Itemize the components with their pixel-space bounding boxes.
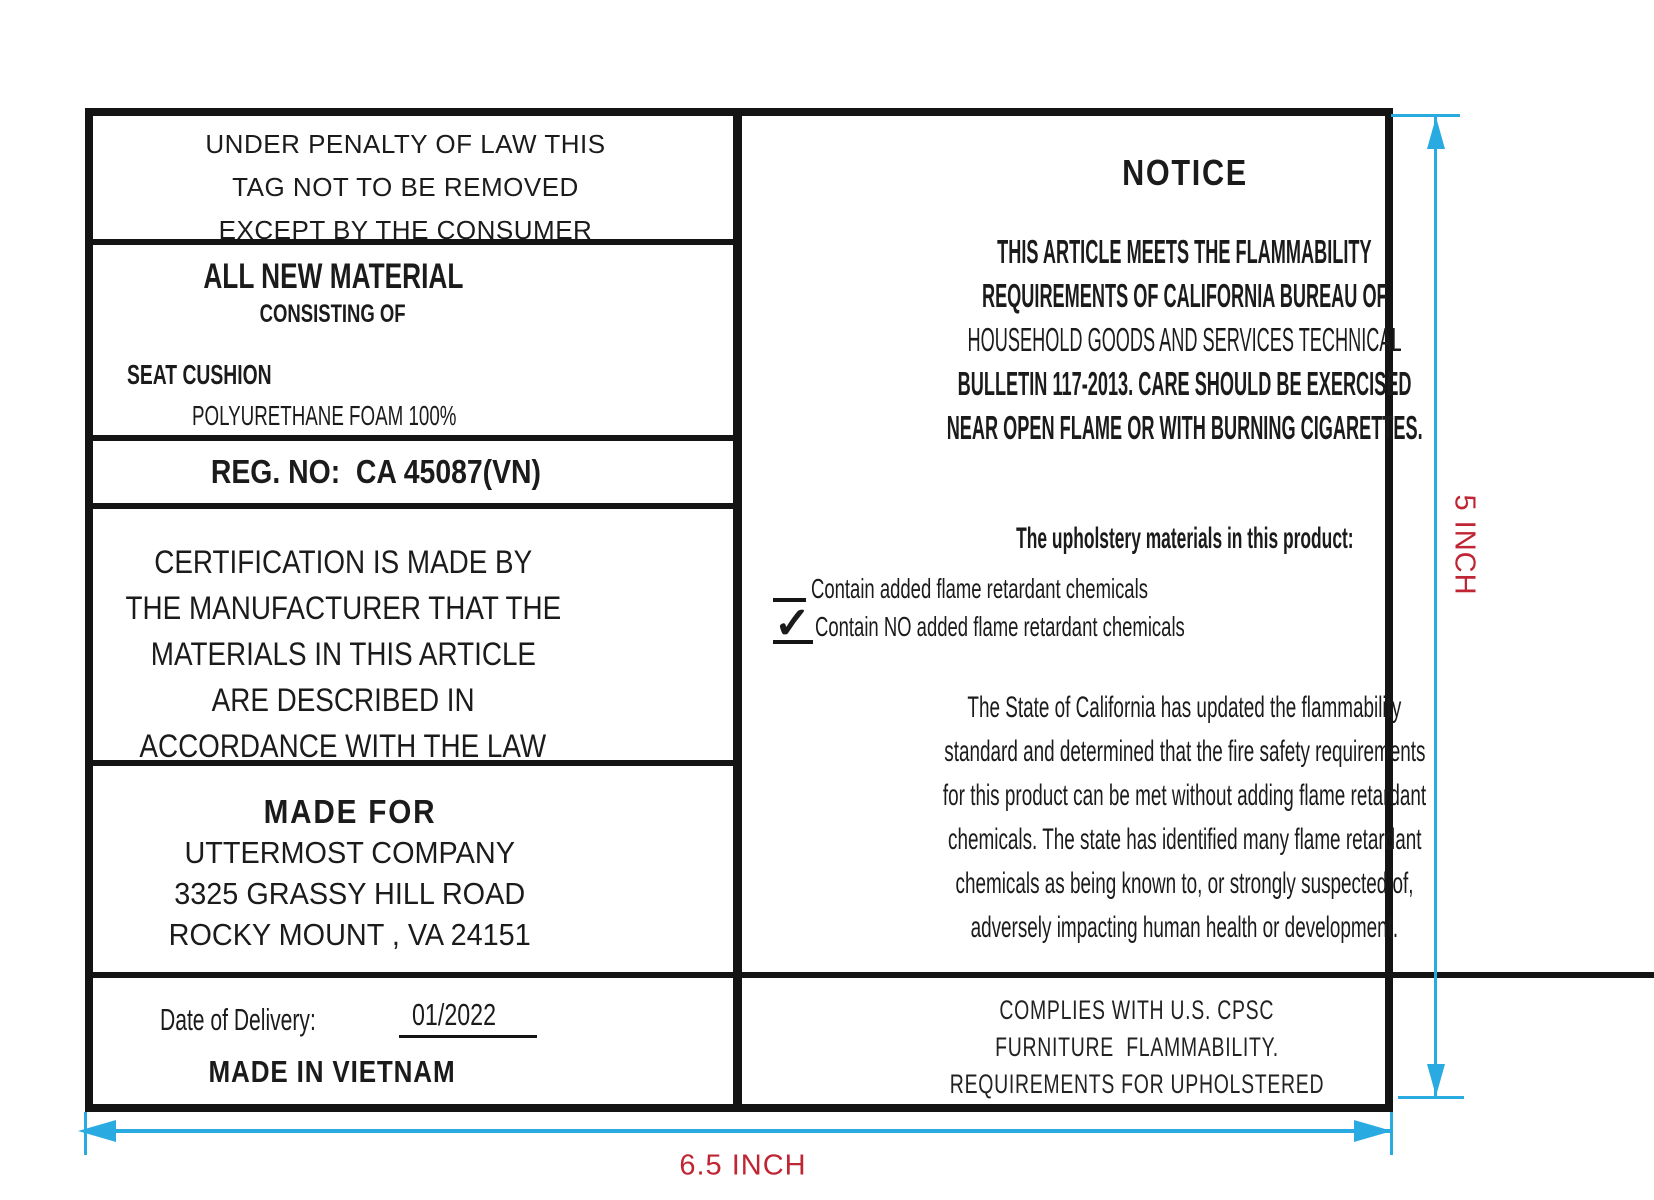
california-statement <box>752 686 1617 950</box>
certification-line: MATERIALS IN THIS ARTICLE <box>150 636 536 672</box>
statement-line: chemicals as being known to, or strongly suspected of, <box>955 867 1414 900</box>
height-extension-line-top <box>1391 114 1460 117</box>
certification-line: ARE DESCRIBED IN <box>211 682 475 718</box>
option-label: Contain NO added flame retardant chemicals <box>815 611 1185 642</box>
penalty-line: TAG NOT TO BE REMOVED <box>232 172 579 202</box>
flame-retardant-options <box>773 570 1617 646</box>
certification-line: THE MANUFACTURER THAT THE <box>125 590 562 626</box>
certification-line: ACCORDANCE WITH THE LAW <box>139 728 547 764</box>
arrowhead-down-icon <box>1427 1064 1445 1096</box>
option-contains-fr-unchecked <box>773 570 1617 608</box>
flammability-statement <box>752 230 1617 450</box>
made-for-address-line: 3325 GRASSY HILL ROAD <box>174 876 526 911</box>
upholstery-materials-heading: The upholstery materials in this product: <box>1015 522 1354 555</box>
penalty-statement-section <box>93 116 733 245</box>
statement-line: adversely impacting human health or development. <box>970 911 1399 944</box>
registration-number: REG. NO: CA 45087(VN) <box>210 453 542 490</box>
statement-line: chemicals. The state has identified many flame retardant <box>947 823 1422 856</box>
cpsc-compliance-section <box>742 978 1654 1104</box>
date-of-delivery-value: 01/2022 <box>412 997 497 1032</box>
compliance-line: COMPLIES WITH U.S. CPSC <box>999 995 1275 1025</box>
left-panel <box>93 116 742 1104</box>
date-of-delivery-label: Date of Delivery: <box>160 1002 316 1037</box>
arrowhead-up-icon <box>1427 117 1445 149</box>
arrowhead-right-icon <box>1354 1120 1392 1142</box>
flammability-line: THIS ARTICLE MEETS THE FLAMMABILITY <box>997 233 1372 270</box>
checkmark-icon: ✓ <box>774 599 811 648</box>
option-label: Contain added flame retardant chemicals <box>811 573 1148 604</box>
right-panel <box>742 116 1654 1104</box>
notice-section <box>742 116 1654 978</box>
made-for-address-line: ROCKY MOUNT , VA 24151 <box>168 917 532 952</box>
material-composition: POLYURETHANE FOAM 100% <box>192 400 457 431</box>
height-dimension-label: 5 INCH <box>1448 494 1481 596</box>
penalty-line: UNDER PENALTY OF LAW THIS <box>205 129 606 159</box>
statement-line: for this product can be met without adding flame retardant <box>943 779 1427 812</box>
flammability-line: NEAR OPEN FLAME OR WITH BURNING CIGARETTES. <box>946 409 1423 446</box>
width-dimension-label: 6.5 INCH <box>679 1149 807 1182</box>
option-no-fr-checked <box>773 599 1617 648</box>
made-for-company: UTTERMOST COMPANY <box>184 835 516 870</box>
notice-title: NOTICE <box>1121 152 1248 193</box>
flammability-line: HOUSEHOLD GOODS AND SERVICES TECHNICAL <box>967 321 1402 358</box>
height-dimension-arrow-line <box>1434 117 1437 1096</box>
checked-line <box>773 599 813 648</box>
statement-line: The State of California has updated the flammability <box>967 691 1402 724</box>
arrowhead-left-icon <box>78 1120 116 1142</box>
made-for-title: MADE FOR <box>263 793 437 830</box>
date-of-delivery-row <box>160 994 733 1038</box>
delivery-origin-section <box>93 978 733 1104</box>
registration-number-section <box>93 441 733 509</box>
width-dimension-arrow-line <box>84 1129 1391 1133</box>
height-extension-line-bottom <box>1398 1096 1464 1099</box>
material-section <box>93 245 733 441</box>
law-label <box>85 108 1427 1112</box>
penalty-line: EXCEPT BY THE CONSUMER <box>218 215 593 245</box>
material-subtitle: CONSISTING OF <box>260 300 406 328</box>
country-of-origin: MADE IN VIETNAM <box>208 1054 456 1089</box>
compliance-line: REQUIREMENTS FOR UPHOLSTERED <box>949 1069 1325 1099</box>
made-for-section <box>93 766 733 978</box>
material-title: ALL NEW MATERIAL <box>202 257 464 296</box>
certification-section <box>93 509 733 766</box>
date-of-delivery-underline <box>399 997 537 1038</box>
flammability-line: REQUIREMENTS OF CALIFORNIA BUREAU OF <box>981 277 1388 314</box>
statement-line: standard and determined that the fire safety requirements <box>944 735 1426 768</box>
material-part: SEAT CUSHION <box>127 359 272 390</box>
certification-line: CERTIFICATION IS MADE BY <box>154 544 532 580</box>
compliance-line: FURNITURE FLAMMABILITY. <box>995 1032 1280 1062</box>
flammability-line: BULLETIN 117-2013. CARE SHOULD BE EXERCISED <box>957 365 1412 402</box>
